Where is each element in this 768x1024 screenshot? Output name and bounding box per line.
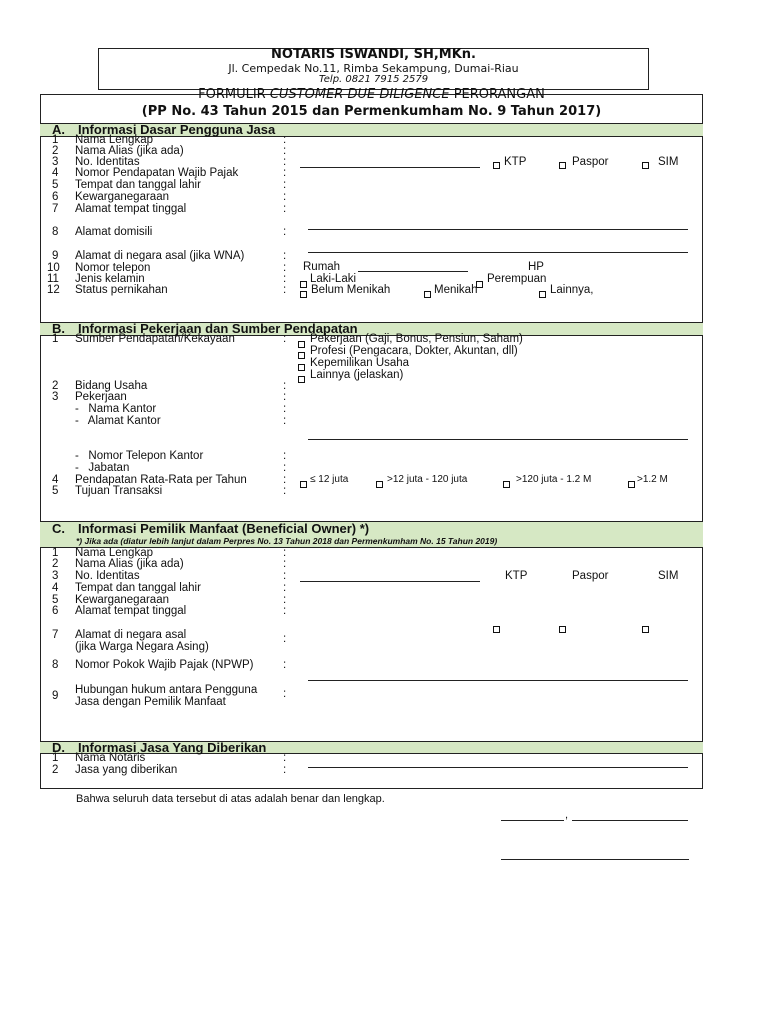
- row-number: 1: [52, 134, 59, 146]
- source-job-checkbox[interactable]: [298, 341, 305, 348]
- row-label: - Nomor Telepon Kantor: [75, 450, 204, 462]
- colon: :: [283, 380, 287, 392]
- male-option: Laki-Laki: [310, 273, 357, 285]
- row-label: Nomor Pokok Wajib Pajak (NPWP): [75, 659, 254, 671]
- section-c-title: Informasi Pemilik Manfaat (Beneficial Owner) *): [78, 521, 370, 536]
- colon: :: [283, 391, 287, 403]
- signature-line[interactable]: [501, 859, 689, 860]
- other-marital-option: Lainnya,: [550, 284, 594, 296]
- male-checkbox[interactable]: [300, 281, 307, 288]
- colon: :: [283, 226, 287, 238]
- row-number: 6: [52, 605, 59, 617]
- row-number: 7: [52, 203, 59, 215]
- row-number: 8: [52, 659, 59, 671]
- id-number-field[interactable]: [300, 167, 480, 168]
- row-number: 12: [47, 284, 60, 296]
- bo-sim-option: SIM: [658, 570, 679, 582]
- bo-paspor-option: Paspor: [572, 570, 609, 582]
- phone-hp-label: HP: [528, 261, 544, 273]
- row-number: 9: [52, 250, 59, 262]
- bo-paspor-checkbox[interactable]: [559, 626, 566, 633]
- place-field[interactable]: [501, 820, 564, 821]
- colon: :: [283, 134, 287, 146]
- section-a-letter: A.: [52, 122, 65, 137]
- row-label: Alamat tempat tinggal: [75, 203, 187, 215]
- row-number: 1: [52, 333, 59, 345]
- bo-npwp-line[interactable]: [308, 680, 688, 681]
- date-separator: ,: [565, 809, 569, 821]
- colon: :: [283, 547, 287, 559]
- colon: :: [283, 191, 287, 203]
- section-b-letter: B.: [52, 321, 65, 336]
- source-business-checkbox[interactable]: [298, 364, 305, 371]
- colon: :: [283, 752, 287, 764]
- married-checkbox[interactable]: [424, 291, 431, 298]
- row-label: Bidang Usaha: [75, 380, 148, 392]
- source-option: Kepemilikan Usaha: [310, 357, 410, 369]
- paspor-checkbox[interactable]: [559, 162, 566, 169]
- other-marital-checkbox[interactable]: [539, 291, 546, 298]
- row-label: Nomor Pendapatan Wajib Pajak: [75, 167, 239, 179]
- row-label: Alamat di negara asal (jika WNA): [75, 250, 245, 262]
- row-number: 6: [52, 191, 59, 203]
- section-a-title: Informasi Dasar Pengguna Jasa: [78, 122, 276, 137]
- row-label: Kewarganegaraan: [75, 594, 169, 606]
- single-checkbox[interactable]: [300, 291, 307, 298]
- colon: :: [283, 273, 287, 285]
- bo-ktp-option: KTP: [505, 570, 528, 582]
- income-4-checkbox[interactable]: [628, 481, 635, 488]
- row-label: No. Identitas: [75, 156, 140, 168]
- colon: :: [283, 570, 287, 582]
- sim-option: SIM: [658, 156, 679, 168]
- address-line[interactable]: [308, 252, 688, 253]
- row-label: Nama Notaris: [75, 752, 146, 764]
- row-label: - Alamat Kantor: [75, 415, 161, 427]
- row-label: Alamat domisili: [75, 226, 153, 238]
- date-field[interactable]: [572, 820, 688, 821]
- row-number: 2: [52, 764, 59, 776]
- income-option: >12 juta - 120 juta: [387, 474, 468, 485]
- row-label: Nama Alias (jika ada): [75, 145, 184, 157]
- notary-address: Jl. Cempedak No.11, Rimba Sekampung, Dumai-Riau: [228, 62, 519, 75]
- row-number: 11: [47, 273, 59, 285]
- colon: :: [283, 659, 287, 671]
- section-b-title: Informasi Pekerjaan dan Sumber Pendapatan: [78, 321, 358, 336]
- colon: :: [283, 145, 287, 157]
- colon: :: [283, 688, 287, 700]
- row-number: 2: [52, 558, 59, 570]
- section-d-letter: D.: [52, 740, 65, 755]
- ktp-checkbox[interactable]: [493, 162, 500, 169]
- row-number: 4: [52, 582, 59, 594]
- colon: :: [283, 633, 287, 645]
- row-number: 7: [52, 629, 59, 641]
- source-option: Pekerjaan (Gaji, Bonus, Pensiun, Saham): [310, 333, 523, 345]
- income-option: ≤ 12 juta: [310, 474, 349, 485]
- form-title: FORMULIR CUSTOMER DUE DILIGENCE PERORANGAN: [198, 87, 545, 102]
- paspor-option: Paspor: [572, 156, 609, 168]
- row-number: 1: [52, 752, 59, 764]
- income-3-checkbox[interactable]: [503, 481, 510, 488]
- bo-sim-checkbox[interactable]: [642, 626, 649, 633]
- address-line[interactable]: [308, 229, 688, 230]
- row-label: Nama Lengkap: [75, 547, 153, 559]
- colon: :: [283, 474, 287, 486]
- row-number: 1: [52, 547, 59, 559]
- colon: :: [283, 333, 287, 345]
- row-label: (jika Warga Negara Asing): [75, 641, 209, 653]
- row-label: Tempat dan tanggal lahir: [75, 179, 201, 191]
- colon: :: [283, 558, 287, 570]
- notary-phone: Telp. 0821 7915 2579: [318, 74, 429, 85]
- colon: :: [283, 485, 287, 497]
- row-number: 8: [52, 226, 59, 238]
- row-number: 5: [52, 485, 59, 497]
- row-number: 9: [52, 690, 59, 702]
- married-option: Menikah: [434, 284, 478, 296]
- row-label: Sumber Pendapatan/Kekayaan: [75, 333, 235, 345]
- colon: :: [283, 450, 287, 462]
- row-label: Jasa yang diberikan: [75, 764, 178, 776]
- income-option: >1.2 M: [637, 474, 668, 485]
- phone-rumah-label: Rumah: [303, 261, 341, 273]
- row-number: 2: [52, 145, 59, 157]
- colon: :: [283, 403, 287, 415]
- row-label: Pendapatan Rata-Rata per Tahun: [75, 474, 247, 486]
- colon: :: [283, 156, 287, 168]
- office-address-line[interactable]: [308, 439, 688, 440]
- statement-text: Bahwa seluruh data tersebut di atas adalah benar dan lengkap.: [76, 793, 385, 805]
- colon: :: [283, 462, 287, 474]
- single-option: Belum Menikah: [311, 284, 391, 296]
- row-label: Kewarganegaraan: [75, 191, 169, 203]
- service-line[interactable]: [308, 767, 688, 768]
- section-c-note: *) Jika ada (diatur lebih lanjut dalam Perpres No. 13 Tahun 2018 dan Permenkumham No. 15 Tahun 2019): [76, 536, 498, 546]
- colon: :: [283, 594, 287, 606]
- female-option: Perempuan: [487, 273, 547, 285]
- phone-rumah-field[interactable]: [358, 271, 468, 272]
- colon: :: [283, 179, 287, 191]
- row-label: Jasa dengan Pemilik Manfaat: [75, 696, 226, 708]
- row-number: 4: [52, 167, 59, 179]
- row-label: - Jabatan: [75, 462, 130, 474]
- row-number: 4: [52, 474, 59, 486]
- source-option: Profesi (Pengacara, Dokter, Akuntan, dll): [310, 345, 518, 357]
- row-label: Alamat tempat tinggal: [75, 605, 187, 617]
- colon: :: [283, 284, 287, 296]
- row-number: 3: [52, 570, 59, 582]
- section-d-title: Informasi Jasa Yang Diberikan: [78, 740, 267, 755]
- row-number: 5: [52, 179, 59, 191]
- source-profession-checkbox[interactable]: [298, 352, 305, 359]
- section-c-letter: C.: [52, 521, 65, 536]
- notary-name: NOTARIS ISWANDI, SH,MKn.: [271, 47, 476, 62]
- bo-id-number-field[interactable]: [300, 581, 480, 582]
- source-other-checkbox[interactable]: [298, 376, 305, 383]
- row-label: Pekerjaan: [75, 391, 127, 403]
- colon: :: [283, 262, 287, 274]
- income-1-checkbox[interactable]: [300, 481, 307, 488]
- row-label: Jenis kelamin: [75, 273, 145, 285]
- colon: :: [283, 764, 287, 776]
- income-option: >120 juta - 1.2 M: [516, 474, 592, 485]
- sim-checkbox[interactable]: [642, 162, 649, 169]
- row-label: Nomor telepon: [75, 262, 151, 274]
- row-label: Tujuan Transaksi: [75, 485, 163, 497]
- colon: :: [283, 605, 287, 617]
- colon: :: [283, 167, 287, 179]
- row-label: Alamat di negara asal: [75, 629, 187, 641]
- row-number: 2: [52, 380, 59, 392]
- row-label: Nama Alias (jika ada): [75, 558, 184, 570]
- row-number: 5: [52, 594, 59, 606]
- row-label: - Nama Kantor: [75, 403, 157, 415]
- row-label: Hubungan hukum antara Pengguna: [75, 684, 258, 696]
- form-subtitle: (PP No. 43 Tahun 2015 dan Permenkumham No. 9 Tahun 2017): [141, 104, 602, 119]
- row-number: 10: [47, 262, 60, 274]
- colon: :: [283, 415, 287, 427]
- source-option: Lainnya (jelaskan): [310, 369, 404, 381]
- colon: :: [283, 203, 287, 215]
- ktp-option: KTP: [504, 156, 527, 168]
- colon: :: [283, 250, 287, 262]
- row-number: 3: [52, 391, 59, 403]
- bo-ktp-checkbox[interactable]: [493, 626, 500, 633]
- colon: :: [283, 582, 287, 594]
- row-label: Status pernikahan: [75, 284, 168, 296]
- income-2-checkbox[interactable]: [376, 481, 383, 488]
- row-label: Nama Lengkap: [75, 134, 153, 146]
- row-label: Tempat dan tanggal lahir: [75, 582, 201, 594]
- row-label: No. Identitas: [75, 570, 140, 582]
- row-number: 3: [52, 156, 59, 168]
